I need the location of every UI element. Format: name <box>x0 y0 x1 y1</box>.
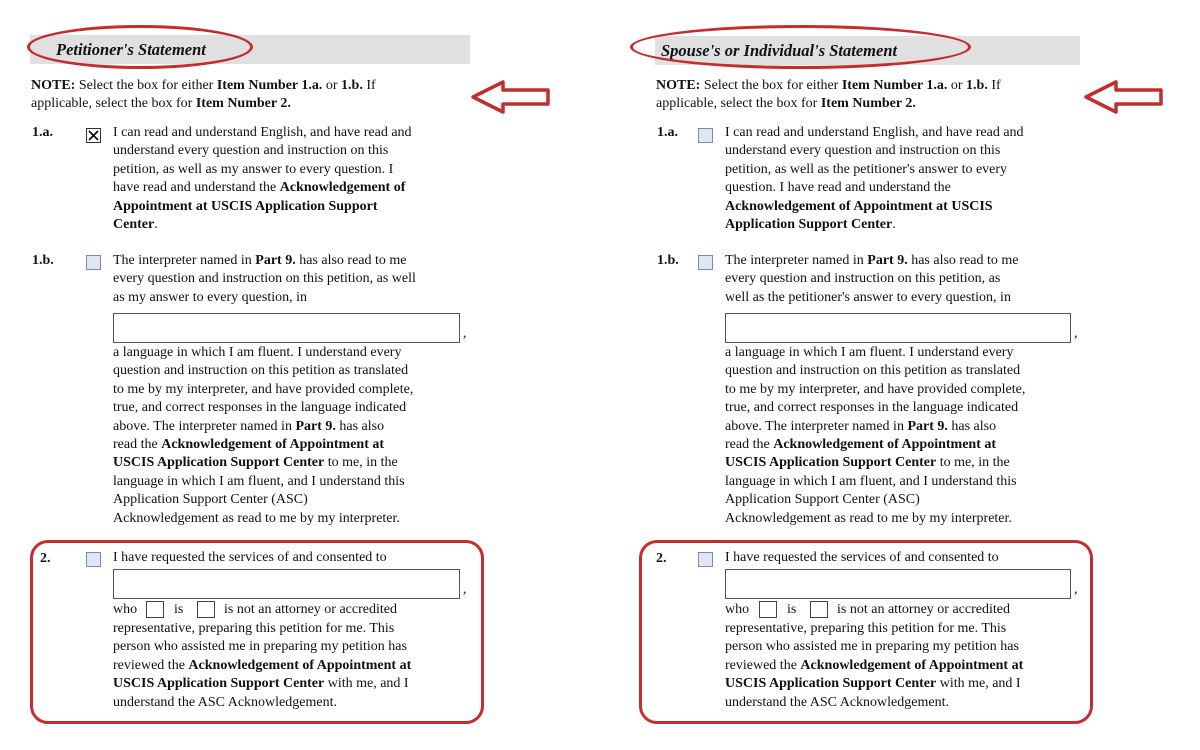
interpreter-language-input[interactable] <box>725 313 1071 343</box>
item-2-is-label: is <box>787 602 797 617</box>
item-2-who-label: who <box>725 602 750 617</box>
header-highlight-oval <box>630 25 971 69</box>
is-attorney-checkbox[interactable] <box>759 601 777 618</box>
item-1a-checkbox[interactable] <box>698 128 713 143</box>
left-arrow-icon <box>1083 78 1165 116</box>
item-1a-text: I can read and understand English, and have read and understand every question and instruction on this petition, as well as my answer to every question. I have read and understand the Acknowledgement of Appointment at USCIS Application Support Center. <box>113 125 412 233</box>
note-text: NOTE: Select the box for either Item Number 1.a. or 1.b. If applicable, select the box for Item Number 2. <box>656 78 1001 111</box>
item-1b-checkbox[interactable] <box>698 255 713 270</box>
note-text: NOTE: Select the box for either Item Number 1.a. or 1.b. If applicable, select the box for Item Number 2. <box>31 78 376 111</box>
comma: , <box>1074 582 1078 597</box>
item-number-1a: 1.a. <box>32 125 53 140</box>
item-number-2: 2. <box>656 551 667 566</box>
item-number-1a: 1.a. <box>657 125 678 140</box>
item-1b-text-top: The interpreter named in Part 9. has also read to me every question and instruction on this petition, as well as the petitioner's answer to every question, in <box>725 253 1019 305</box>
item-2-text: representative, preparing this petition for me. This person who assisted me in preparing my petition has reviewed the Acknowledgement of Appointment at USCIS Application Support Center with me, and I understand the ASC Acknowledgement. <box>113 621 412 710</box>
item-2-checkbox[interactable] <box>698 552 713 567</box>
item-number-1b: 1.b. <box>657 253 679 268</box>
item-2-line1: I have requested the services of and consented to <box>725 550 999 565</box>
item-2-text: representative, preparing this petition for me. This person who assisted me in preparing my petition has reviewed the Acknowledgement of Appointment at USCIS Application Support Center with me, and I understand the ASC Acknowledgement. <box>725 621 1024 710</box>
preparer-name-input[interactable] <box>725 569 1071 599</box>
item-2-is-label: is <box>174 602 184 617</box>
item-2-isnot-label: is not an attorney or accredited <box>224 602 397 617</box>
item-2-who-label: who <box>113 602 138 617</box>
comma: , <box>463 326 467 341</box>
item-1b-text-bottom: a language in which I am fluent. I understand every question and instruction on this petition as translated to me by my interpreter, and have provided complete, true, and correct responses in the language indicated above. The interpreter named in Part 9. has also read the Acknowledgement of Appointment at USCIS Application Support Center to me, in the language in which I am fluent, and I understand this Application Support Center (ASC) Acknowledgement as read to me by my interpreter. <box>725 345 1026 526</box>
item-2-isnot-label: is not an attorney or accredited <box>837 602 1010 617</box>
item-1a-text: I can read and understand English, and have read and understand every question and instruction on this petition, as well as the petitioner's answer to every question. I have read and understand the Acknowledgement of Appointment at USCIS Application Support Center. <box>725 125 1024 233</box>
comma: , <box>1074 326 1078 341</box>
comma: , <box>463 582 467 597</box>
is-not-attorney-checkbox[interactable] <box>810 601 828 618</box>
item-2-line1: I have requested the services of and consented to <box>113 550 387 565</box>
item-number-2: 2. <box>40 551 51 566</box>
section-title: Spouse's or Individual's Statement <box>661 41 898 60</box>
item-1b-text-bottom: a language in which I am fluent. I understand every question and instruction on this petition as translated to me by my interpreter, and have provided complete, true, and correct responses in the language indicated above. The interpreter named in Part 9. has also read the Acknowledgement of Appointment at USCIS Application Support Center to me, in the language in which I am fluent, and I understand this Application Support Center (ASC) Acknowledgement as read to me by my interpreter. <box>113 345 414 526</box>
item-1b-text-top: The interpreter named in Part 9. has also read to me every question and instruction on this petition, as well as my answer to every question, in <box>113 253 416 305</box>
section-title: Petitioner's Statement <box>56 40 206 59</box>
item-number-1b: 1.b. <box>32 253 54 268</box>
